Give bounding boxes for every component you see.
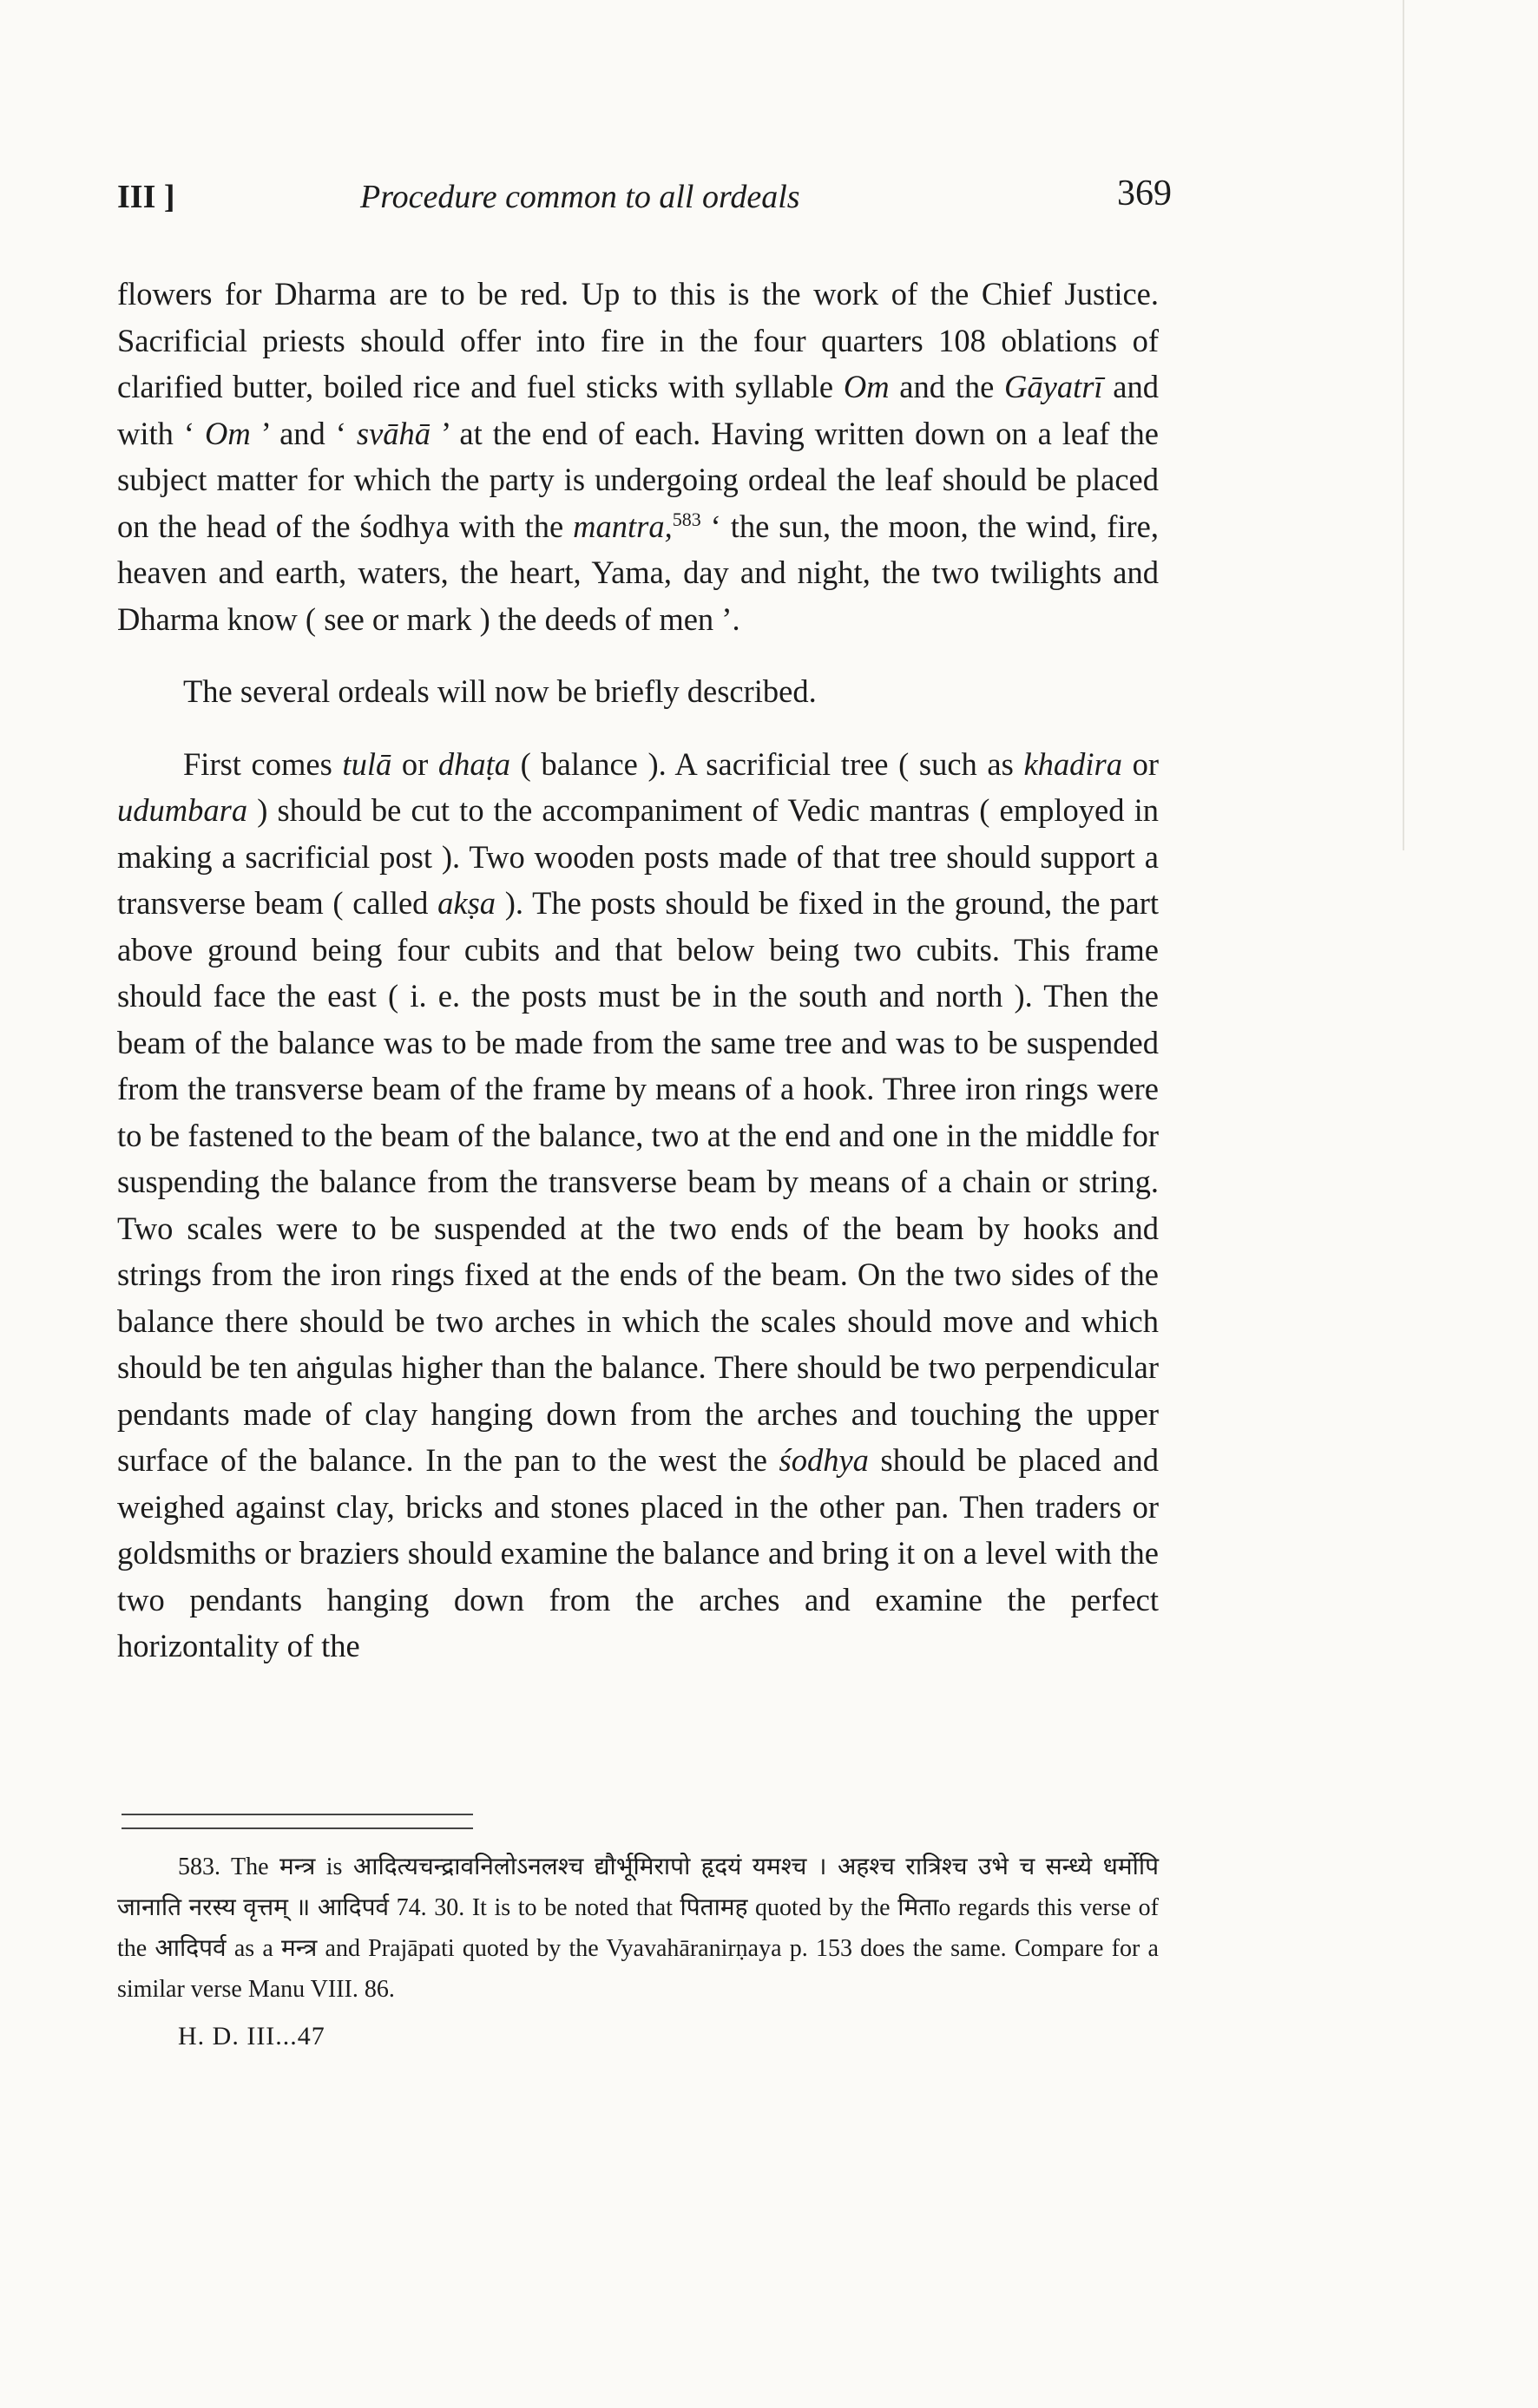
devanagari-verse: आदित्यचन्द्रावनिलोऽनलश्च द्यौर्भूमिरापो हृदयं यमश्च । अहश्च रात्रिश्च उभे च सन्ध्ये धर्मोपि जानाति नरस्य वृत्तम् ॥ आदिपर्व bbox=[117, 1854, 1159, 1921]
devanagari-term: आदिपर्व bbox=[154, 1935, 227, 1962]
text-run: or bbox=[1121, 745, 1160, 782]
term-khadira: khadira bbox=[1023, 745, 1122, 782]
paragraph-intro: The several ordeals will now be briefly described. bbox=[183, 673, 817, 709]
text-run: flowers for Dharma are to be red. Up to this is the work of the Chief Justice. Sacrificial priests should offer into fire in the four quarters 108 oblations of clarified butter, boiled rice and fuel sticks with syllable bbox=[117, 276, 1159, 404]
term-sodhya: śodhya bbox=[779, 1442, 869, 1478]
term-svaha: svāhā bbox=[356, 415, 431, 451]
footnote-rule bbox=[122, 1814, 473, 1829]
term-udumbara: udumbara bbox=[117, 792, 248, 828]
text-run: The bbox=[220, 1854, 279, 1880]
text-run: and with ‘ bbox=[117, 369, 1160, 451]
running-title: Procedure common to all ordeals bbox=[360, 179, 800, 215]
page-edge-line bbox=[1403, 0, 1404, 850]
text-run: is bbox=[315, 1854, 353, 1880]
term-mantra: mantra, bbox=[573, 508, 673, 544]
signature-mark: H. D. III...47 bbox=[178, 2022, 325, 2050]
text-run: ( balance ). A sacrificial tree ( such as bbox=[510, 745, 1024, 782]
text-run: as a bbox=[226, 1935, 282, 1962]
devanagari-term: मन्त्र bbox=[281, 1935, 318, 1962]
term-om: Om bbox=[843, 369, 890, 404]
term-dhata: dhaṭa bbox=[437, 745, 511, 782]
term-om: Om bbox=[204, 415, 251, 451]
text-run: and Prajāpati quoted by the Vyavahāranirṇaya p. 153 does the same. Compare for a similar verse Manu VIII. 86. bbox=[117, 1935, 1159, 2003]
running-header bbox=[117, 174, 1172, 230]
text-run: and the bbox=[889, 369, 1005, 404]
term-tula: tulā bbox=[342, 745, 392, 782]
chapter-marker: III ] bbox=[117, 179, 175, 215]
page-number: 369 bbox=[1117, 174, 1172, 213]
text-run: 74. 30. It is to be noted that bbox=[389, 1894, 680, 1921]
devanagari-term: मन्त्र bbox=[279, 1854, 316, 1880]
text-run: o regards this verse of the bbox=[117, 1894, 1159, 1962]
term-gayatri: Gāyatrī bbox=[1004, 369, 1103, 404]
text-run: quoted by the bbox=[747, 1894, 898, 1921]
text-run: ) should be cut to the accompaniment of Vedic mantras ( employed in making a sacrificial post ). Two wooden posts made of that tree should support a transverse beam ( called bbox=[117, 792, 1159, 921]
text-run: should be placed and weighed against clay, bricks and stones placed in the other pan. Then traders or goldsmiths or braziers should examine the balance and bring it on a level with the two pendants hanging down from the arches and examine the perfect horizontality of the bbox=[117, 1442, 1159, 1663]
text-run: ’ at the end of each. Having written down on a leaf the subject matter for which the party is undergoing ordeal the leaf should be placed on the head of the śodhya with the bbox=[117, 415, 1159, 544]
text-run: or bbox=[391, 745, 438, 782]
footnote-text bbox=[117, 1847, 1159, 2010]
text-run: ‘ the sun, the moon, the wind, fire, heaven and earth, waters, the heart, Yama, day and night, the two twilights and Dharma know ( see or mark ) the deeds of men ’. bbox=[117, 508, 1159, 637]
text-run: ). The posts should be fixed in the ground, the part above ground being four cubits and that below being two cubits. This frame should face the east ( i. e. the posts must be in the south and north ). Then the beam of the balance was to be made from the same tree and was to be suspended from the transverse beam of the frame by means of a hook. Three iron rings were to be fastened to the beam of the balance, two at the end and one in the middle for suspending the balance from the transverse beam by means of a chain or string. Two scales were to be suspended at the two ends of the beam by hooks and strings from the iron rings fixed at the ends of the beam. On the two sides of the balance there should be two arches in which the scales should move and which should be ten aṅgulas higher than the balance. There should be two perpendicular pendants made of clay hanging down from the arches and touching the upper surface of the balance. In the pan to the west the bbox=[117, 885, 1159, 1478]
paragraph-balance bbox=[117, 741, 1159, 1670]
footnote-reference[interactable]: 583 bbox=[672, 508, 701, 530]
footnote-583 bbox=[117, 1847, 1159, 2010]
devanagari-term: मिता bbox=[897, 1894, 939, 1921]
text-run: ’ and ‘ bbox=[250, 415, 357, 451]
text-run: First comes bbox=[183, 745, 343, 782]
footnote-number: 583. bbox=[178, 1854, 220, 1880]
main-text bbox=[117, 271, 1159, 1670]
term-aksa: akṣa bbox=[437, 885, 496, 921]
devanagari-term: पितामह bbox=[680, 1894, 748, 1921]
paragraph-dharma bbox=[117, 271, 1159, 642]
